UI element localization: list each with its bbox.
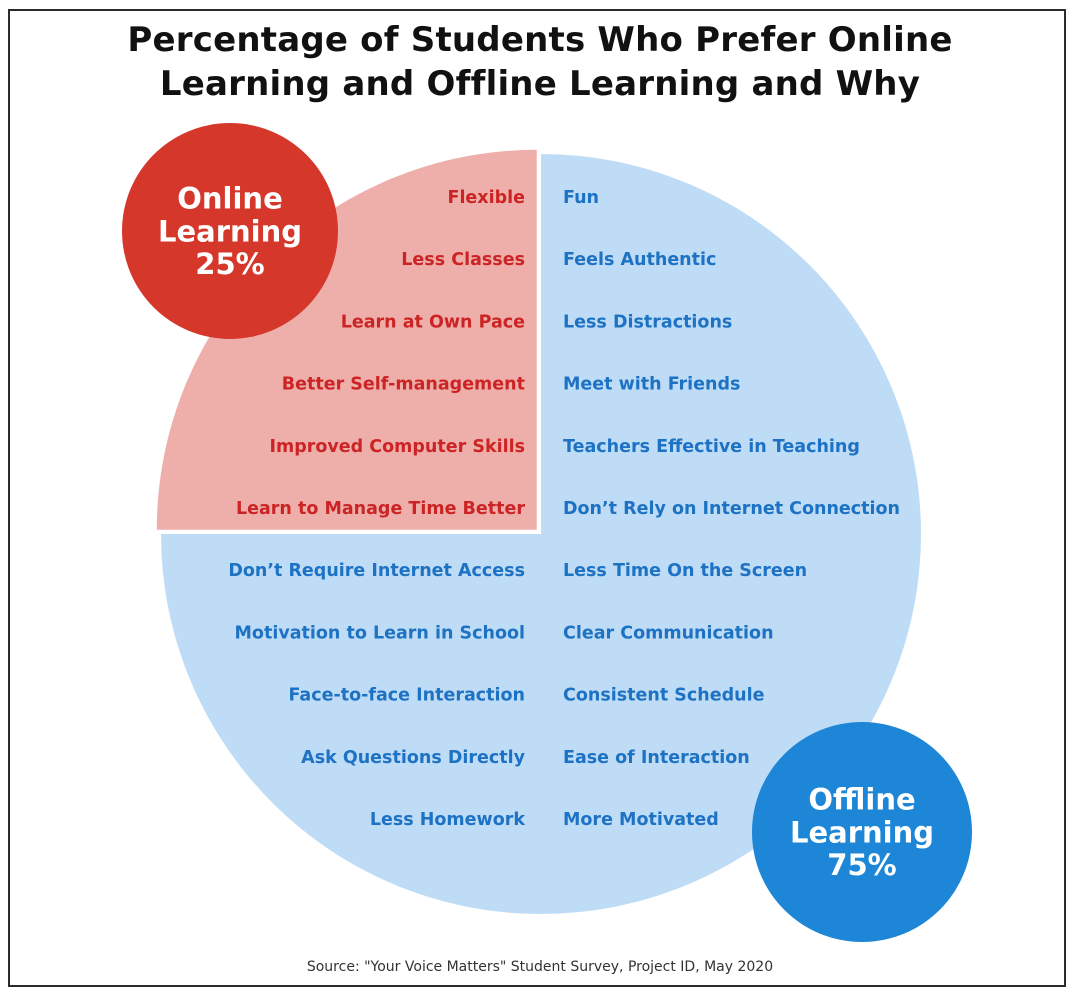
- offline-learning-badge-label-line: Offline: [808, 782, 916, 817]
- offline-reason-label: Less Distractions: [563, 312, 733, 333]
- offline-reason-label: Ease of Interaction: [563, 747, 750, 768]
- offline-reason-label: Feels Authentic: [563, 250, 717, 271]
- online-reason-label: Learn at Own Pace: [340, 312, 525, 333]
- offline-reason-label: Face-to-face Interaction: [288, 685, 525, 706]
- offline-reason-label: Less Homework: [369, 810, 525, 830]
- offline-reason-label: Teachers Effective in Teaching: [563, 436, 860, 457]
- online-learning-badge-label-line: Online: [177, 181, 283, 216]
- offline-learning-badge: [752, 722, 972, 942]
- online-reason-label: Learn to Manage Time Better: [235, 499, 525, 519]
- online-learning-badge-label-line: 25%: [195, 247, 265, 282]
- online-learning-badge: [122, 123, 338, 339]
- online-learning-badge-label-line: Learning: [157, 214, 303, 249]
- offline-reason-label: Motivation to Learn in School: [234, 623, 525, 644]
- source-note: Source: "Your Voice Matters" Student Survey, Project ID, May 2020: [306, 959, 774, 975]
- offline-reason-label: Ask Questions Directly: [301, 747, 525, 768]
- offline-learning-badge-label-line: Learning: [789, 815, 935, 850]
- offline-reason-label: Clear Communication: [563, 623, 774, 644]
- offline-reason-label: More Motivated: [563, 810, 719, 830]
- offline-reason-label: Consistent Schedule: [563, 685, 765, 706]
- offline-learning-badge-label-line: 75%: [827, 848, 897, 883]
- offline-reason-label: Don’t Rely on Internet Connection: [563, 499, 901, 519]
- offline-reason-label: Less Time On the Screen: [563, 561, 808, 582]
- chart-title-line-2: Learning and Offline Learning and Why: [159, 64, 921, 104]
- offline-reason-label: Don’t Require Internet Access: [228, 561, 525, 582]
- chart-title-line-1: Percentage of Students Who Prefer Online: [127, 20, 953, 60]
- online-reason-label: Improved Computer Skills: [269, 436, 525, 457]
- online-reason-label: Less Classes: [401, 250, 525, 271]
- offline-reason-label: Meet with Friends: [563, 374, 741, 395]
- online-reason-label: Better Self-management: [281, 374, 525, 395]
- online-reason-label: Flexible: [447, 188, 525, 208]
- offline-reason-label: Fun: [563, 188, 599, 208]
